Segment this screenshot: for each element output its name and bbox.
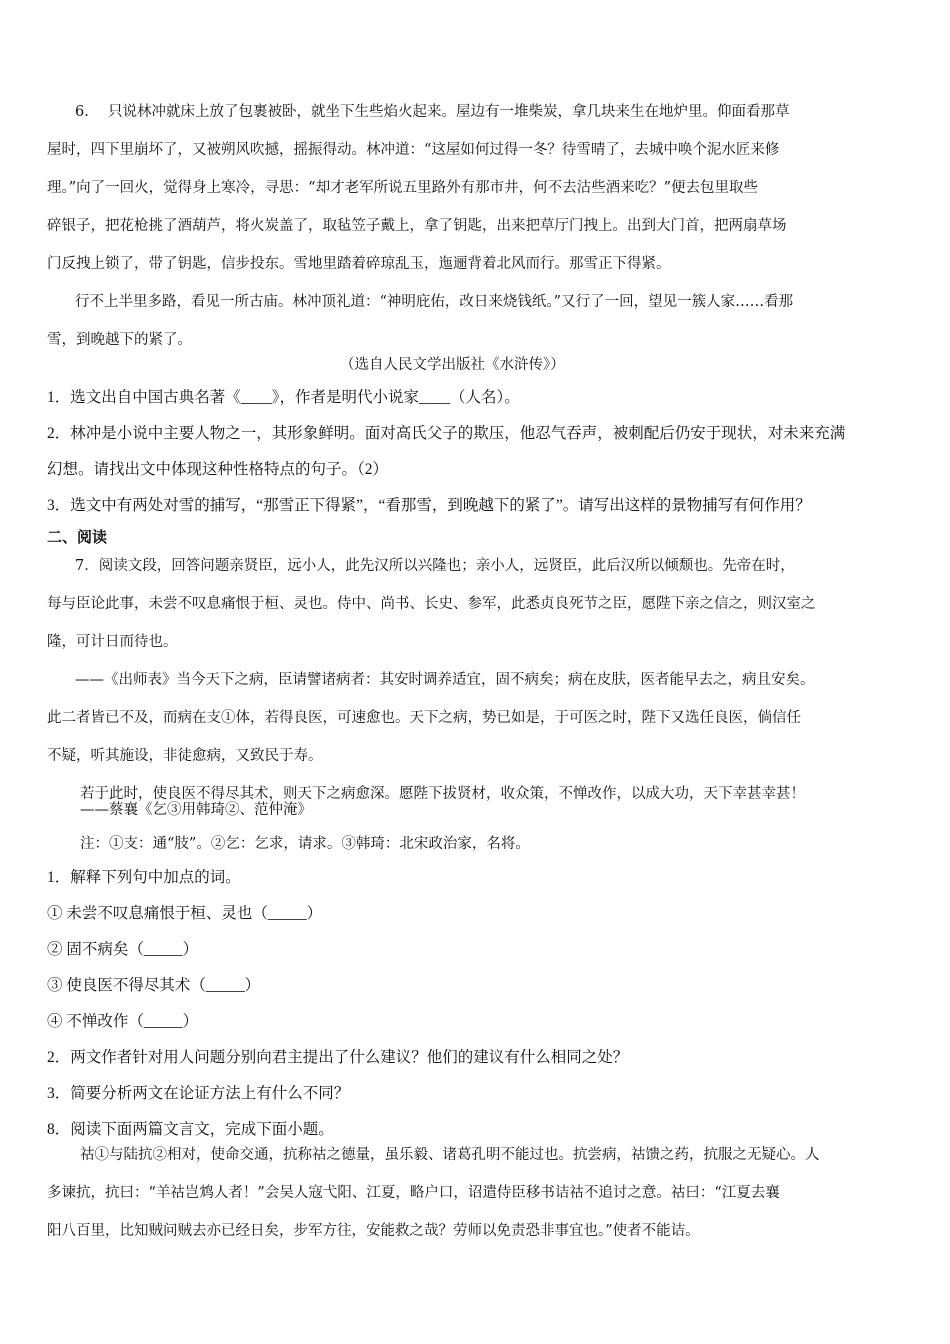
question-6-2: 2．林冲是小说中主要人物之一，其形象鲜明。面对高氏父子的欺压，他忍气吞声，被刺配后仍安于现状，对未来充满: [47, 425, 846, 442]
passage-6-line: 行不上半里多路，看见一所古庙。林冲顶礼道：“神明庇佑，改日来烧钱纸。”又行了一回，望见一簇人家……看那: [75, 294, 794, 310]
passage-8: [47, 1136, 907, 1250]
passage-8-line: 祜①与陆抗②相对，使命交通，抗称祜之德量，虽乐毅、诸葛孔明不能过也。抗尝病，祜馈之药，抗服之无疑心。人: [80, 1147, 820, 1163]
passage-7-questions: [47, 860, 917, 1148]
section-heading: 二、阅读: [47, 529, 108, 546]
passage-7-source: ——蔡襄《乞③用韩琦②、范仲淹》: [80, 802, 312, 818]
question-7-1-b: ② 固不病矣（_____）: [47, 941, 199, 958]
passage-6-line: 雪，到晚越下的紧了。: [47, 332, 192, 348]
question-8: 8．阅读下面两篇文言文，完成下面小题。: [47, 1121, 334, 1138]
passage-7-line: 此二者皆已不及，而病在支①体，若得良医，可速愈也。天下之病，势已如是，于可医之时，陛下又选任良医，倘信任: [47, 710, 801, 726]
passage-7-line: 7．阅读文段，回答问题亲贤臣，远小人，此先汉所以兴隆也；亲小人，远贤臣，此后汉所以倾颓也。先帝在时，: [75, 558, 795, 574]
passage-7: [47, 547, 907, 813]
passage-6: [47, 93, 907, 359]
passage-6-line: 碎银子，把花枪挑了酒葫芦，将火炭盖了，取毡笠子戴上，拿了钥匙，出来把草厅门拽上。出到大门首，把两扇草场: [47, 218, 787, 234]
question-6-1: 1．选文出自中国古典名著《____》，作者是明代小说家____（人名）。: [47, 389, 520, 406]
question-7-1: 1．解释下列句中加点的词。: [47, 869, 241, 886]
passage-6-line: 理。”向了一回火，觉得身上寒冷，寻思：“却才老军所说五里路外有那市井，何不去沽些酒来吃？”便去包里取些: [47, 180, 758, 196]
passage-6-line: 门反拽上锁了，带了钥匙，信步投东。雪地里踏着碎琼乱玉，迤逦背着北风而行。那雪正下得紧。: [47, 256, 671, 272]
question-6-3: 3．选文中有两处对雪的捕写，“那雪正下得紧”，“看那雪，到晚越下的紧了”。请写出这样的景物捕写有何作用？: [47, 497, 811, 514]
passage-7-line: ——《出师表》当今天下之病，臣请譬诸病者：其安时调养适宜，固不病矣；病在皮肤，医者能早去之，病且安矣。: [75, 672, 815, 688]
passage-6-source: （选自人民文学出版社《水浒传》）: [340, 357, 565, 373]
passage-7-line: 隆，可计日而待也。: [47, 634, 178, 650]
passage-6-line: 屋时，四下里崩坏了，又被朔风吹撼，摇振得动。林冲道：“这屋如何过得一冬？待雪晴了，去城中唤个泥水匠来修: [47, 142, 780, 158]
passage-7-line: 不疑，听其施设，非徒愈病，又致民于寿。: [47, 748, 323, 764]
question-7-1-c: ③ 使良医不得尽其术（_____）: [47, 977, 261, 994]
passage-7-line: 每与臣论此事，未尝不叹息痛恨于桓、灵也。侍中、尚书、长史、参军，此悉贞良死节之臣，愿陛下亲之信之，则汉室之: [47, 596, 816, 612]
question-6-2-cont: 幻想。请找出文中体现这种性格特点的句子。（2）: [47, 461, 389, 478]
question-7-2: 2．两文作者针对用人问题分别向君主提出了什么建议？他们的建议有什么相同之处？: [47, 1049, 629, 1066]
question-7-1-a: ① 未尝不叹息痛恨于桓、灵也（_____）: [47, 905, 323, 922]
passage-8-line: 多谏抗，抗曰：“羊祜岂鸩人者！”会吴人寇弋阳、江夏，略户口，诏遣侍臣移书诘祜不追讨之意。祜曰：“江夏去襄: [47, 1185, 780, 1201]
question-7-1-d: ④ 不惮改作（_____）: [47, 1013, 199, 1030]
passage-6-line: 6. 只说林冲就床上放了包裹被卧，就坐下生些焰火起来。屋边有一堆柴炭，拿几块来生在地炉里。仰面看那草: [75, 104, 790, 120]
question-7-3: 3．简要分析两文在论证方法上有什么不同？: [47, 1085, 350, 1102]
passage-8-line: 阳八百里，比知贼问贼去亦已经日矣，步军方往，安能救之哉？劳师以免责恐非事宜也。”使者不能诘。: [47, 1223, 700, 1239]
passage-7-line: 若于此时，使良医不得尽其术，则天下之病愈深。愿陛下拔贤材，收众策，不惮改作，以成大功，天下幸甚幸甚！: [80, 786, 805, 802]
passage-6-questions: [47, 380, 917, 524]
passage-7-note: 注：①支：通“肢”。②乞：乞求，请求。③韩琦：北宋政治家，名将。: [80, 836, 530, 852]
